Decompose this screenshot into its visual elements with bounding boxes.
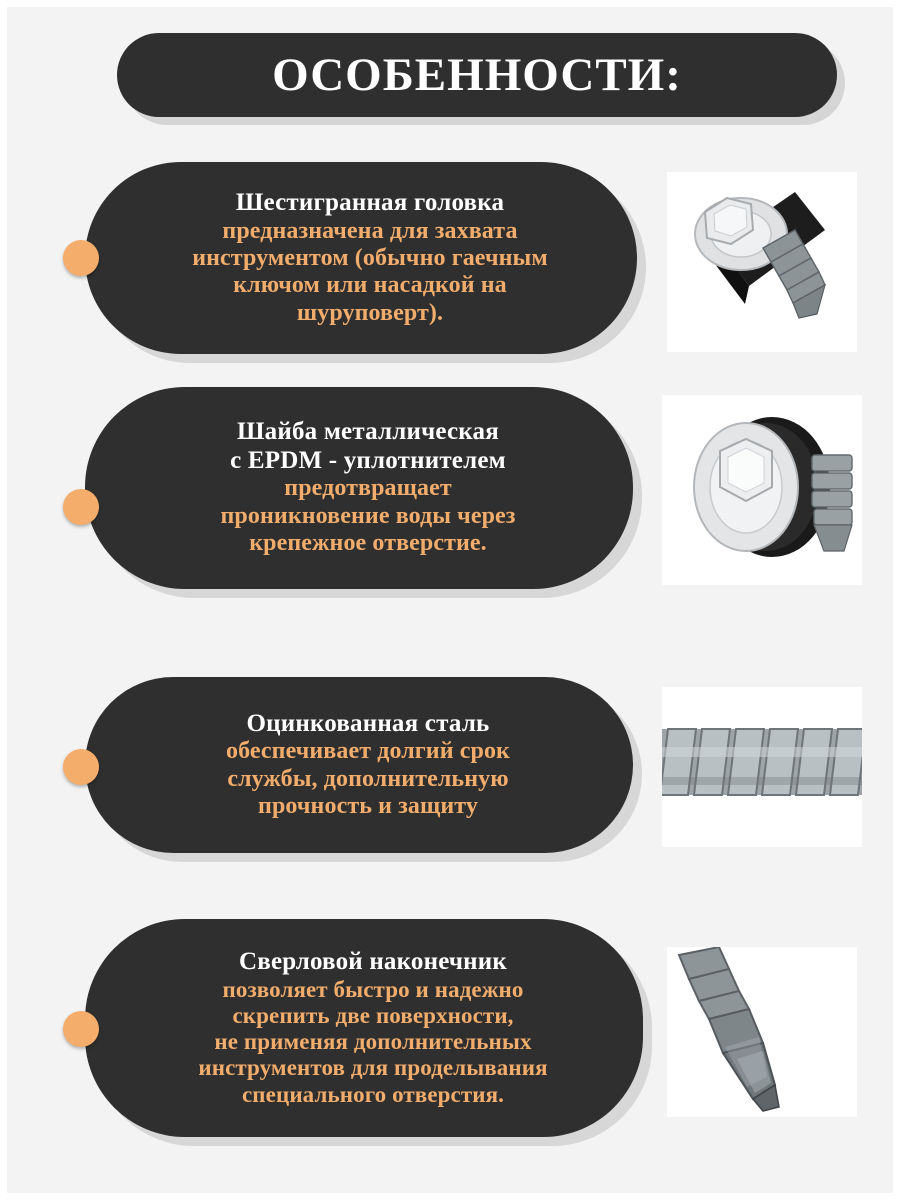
bullet-icon — [63, 489, 99, 525]
feature-body-line: ключом или насадкой на — [233, 272, 507, 299]
feature-body-line: прочность и защиту — [258, 792, 478, 819]
feature-title-line: Шайба металлическая — [237, 418, 499, 446]
feature-pill-epdm-washer — [85, 387, 633, 589]
feature-body-line: проникновение воды через — [220, 502, 516, 529]
feature-body-line: не применяя дополнительных — [214, 1029, 532, 1055]
page-background — [7, 7, 893, 1193]
feature-epdm-washer — [7, 387, 900, 597]
pill-text — [85, 418, 633, 557]
feature-hex-head — [7, 162, 900, 362]
galvanized-thread-photo — [662, 687, 862, 847]
feature-body-line: шуруповерт). — [296, 299, 444, 326]
feature-title-line: с EPDM - уплотнителем — [230, 446, 506, 474]
pill — [85, 919, 643, 1137]
pill-text — [85, 189, 637, 327]
feature-body-line: предотвращает — [284, 475, 452, 502]
feature-body-line: крепежное отверстие. — [249, 530, 487, 557]
epdm-washer-photo — [662, 395, 862, 585]
feature-galvanized-steel — [7, 677, 900, 877]
pill-text — [85, 710, 633, 821]
feature-title-line: Сверловой наконечник — [239, 948, 507, 976]
feature-body-line: службы, дополнительную — [227, 765, 509, 792]
pill — [85, 162, 637, 354]
hex-head-screw-photo — [667, 172, 857, 352]
feature-body-line: скрепить две поверхности, — [232, 1002, 514, 1028]
feature-pill-galvanized-steel — [85, 677, 633, 853]
feature-pill-hex-head — [85, 162, 637, 354]
feature-drill-tip — [7, 919, 900, 1149]
bullet-icon — [63, 240, 99, 276]
feature-body-line: предназначена для захвата — [222, 217, 518, 244]
feature-title-line: Шестигранная головка — [235, 189, 505, 217]
page-title: ОСОБЕННОСТИ: — [272, 48, 682, 101]
pill — [85, 387, 633, 589]
feature-title-line: Оцинкованная сталь — [246, 709, 490, 737]
feature-pill-drill-tip — [85, 919, 643, 1137]
feature-body-line: обеспечивает долгий срок — [225, 738, 510, 765]
header-pill — [117, 33, 837, 117]
bullet-icon — [63, 749, 99, 785]
drill-tip-photo — [667, 947, 857, 1117]
bullet-icon — [63, 1011, 99, 1047]
feature-body-line: инструментом (обычно гаечным — [192, 244, 548, 271]
pill-text — [85, 948, 643, 1108]
pill — [85, 677, 633, 853]
feature-body-line: позволяет быстро и надежно — [222, 976, 524, 1002]
feature-body-line: специального отверстия. — [242, 1081, 504, 1107]
header — [117, 33, 837, 117]
feature-body-line: инструментов для проделывания — [198, 1055, 548, 1081]
